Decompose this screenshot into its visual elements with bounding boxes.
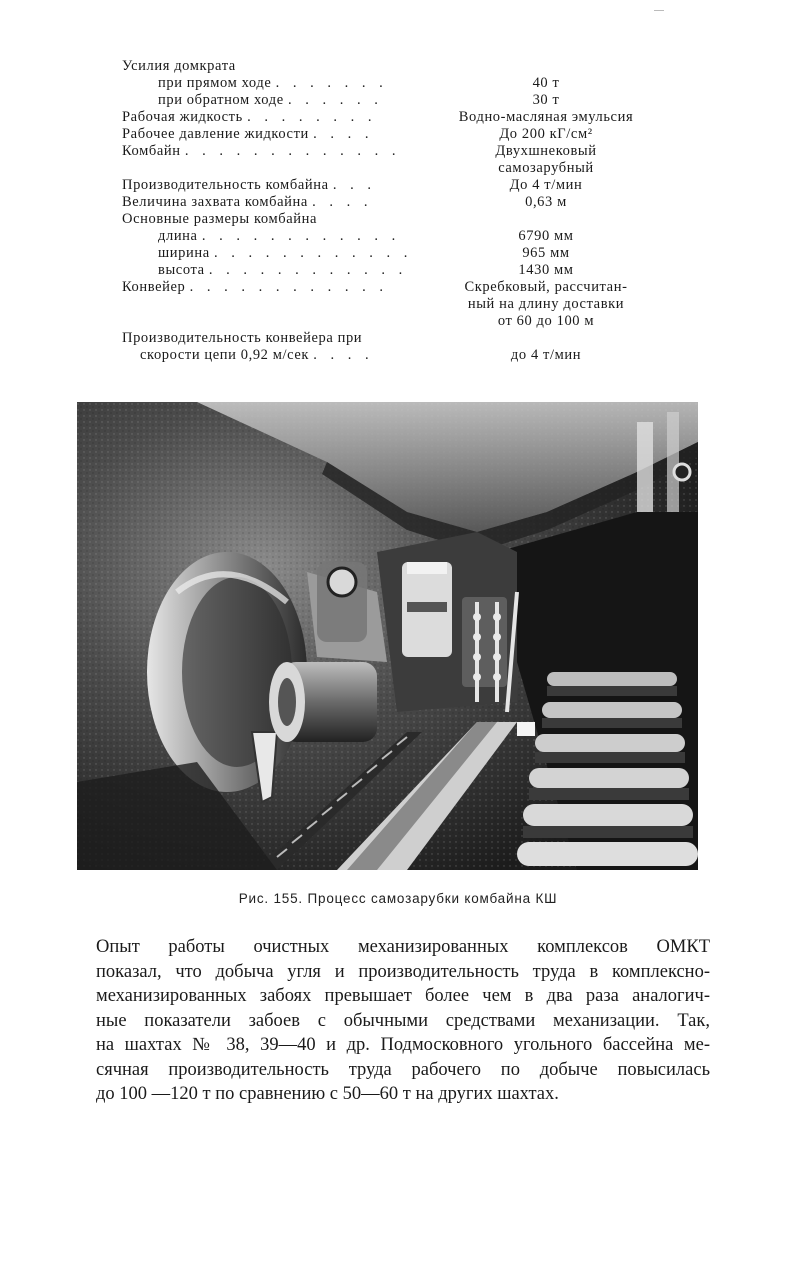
paragraph-line: ные показатели забоев с обычными средствами механизации. Так, bbox=[96, 1010, 710, 1031]
spec-value: 40 т bbox=[532, 75, 560, 91]
spec-row bbox=[122, 245, 662, 262]
spec-label: Производительность комбайна . . . bbox=[122, 177, 376, 193]
spec-value: от 60 до 100 м bbox=[497, 313, 595, 329]
spec-value: ный на длину доставки bbox=[467, 296, 625, 312]
spec-row bbox=[122, 330, 662, 347]
spec-row bbox=[122, 296, 662, 313]
spec-row bbox=[122, 194, 662, 211]
spec-value: Скребковый, рассчитан- bbox=[464, 279, 628, 295]
spec-value: 965 мм bbox=[522, 245, 570, 261]
spec-value: самозарубный bbox=[498, 160, 594, 176]
spec-label: высота . . . . . . . . . . . . bbox=[158, 262, 408, 278]
paragraph-line: механизированных забоях превышает более чем в два раза аналогич- bbox=[96, 986, 710, 1006]
figure-caption: Рис. 155. Процесс самозарубки комбайна КШ bbox=[238, 891, 558, 906]
spec-label: Рабочее давление жидкости . . . . bbox=[122, 126, 374, 142]
spec-row bbox=[122, 313, 662, 330]
spec-row bbox=[122, 347, 662, 364]
paragraph-line: Опыт работы очистных механизированных комплексов ОМКТ bbox=[96, 937, 710, 957]
spec-value: 30 т bbox=[532, 92, 560, 108]
paragraph-line: до 100 —120 т по сравнению с 50—60 т на других шахтах. bbox=[96, 1084, 559, 1104]
spec-value: 0,63 м bbox=[525, 194, 567, 210]
spec-value: до 4 т/мин bbox=[510, 347, 582, 363]
spec-row bbox=[122, 177, 662, 194]
spec-label: при прямом ходе . . . . . . . bbox=[158, 75, 388, 91]
spec-value: 1430 мм bbox=[518, 262, 574, 278]
spec-row bbox=[122, 58, 662, 75]
spec-label: ширина . . . . . . . . . . . . bbox=[158, 245, 413, 261]
specifications-table bbox=[122, 58, 662, 364]
spec-row bbox=[122, 262, 662, 279]
spec-row bbox=[122, 279, 662, 296]
spec-label: скорости цепи 0,92 м/сек . . . . bbox=[140, 347, 374, 363]
spec-row bbox=[122, 109, 662, 126]
spec-value: До 200 кГ/см² bbox=[499, 126, 593, 142]
spec-label: Основные размеры комбайна bbox=[122, 211, 317, 227]
spec-row bbox=[122, 228, 662, 245]
page-mark bbox=[654, 10, 664, 11]
spec-value: До 4 т/мин bbox=[509, 177, 583, 193]
spec-label: Усилия домкрата bbox=[122, 58, 236, 74]
spec-row bbox=[122, 92, 662, 109]
paragraph-line: сячная производительность труда рабочего по добыче повысилась bbox=[96, 1059, 710, 1080]
spec-row bbox=[122, 126, 662, 143]
spec-label: длина . . . . . . . . . . . . bbox=[158, 228, 401, 244]
spec-label: при обратном ходе . . . . . . bbox=[158, 92, 383, 108]
spec-value: Двухшнековый bbox=[495, 143, 597, 159]
spec-label: Величина захвата комбайна . . . . bbox=[122, 194, 373, 210]
spec-value: 6790 мм bbox=[518, 228, 574, 244]
body-paragraph bbox=[96, 935, 710, 1107]
spec-value: Водно-масляная эмульсия bbox=[458, 109, 634, 125]
spec-label: Рабочая жидкость . . . . . . . . bbox=[122, 109, 377, 125]
spec-label: Комбайн . . . . . . . . . . . . . bbox=[122, 143, 401, 159]
paragraph-line: показал, что добыча угля и производительность труда в комплексно- bbox=[96, 961, 710, 982]
spec-label: Производительность конвейера при bbox=[122, 330, 363, 346]
spec-row bbox=[122, 211, 662, 228]
spec-row bbox=[122, 75, 662, 92]
spec-row bbox=[122, 160, 662, 177]
shearer-photo bbox=[77, 402, 698, 870]
spec-row bbox=[122, 143, 662, 160]
spec-label: Конвейер . . . . . . . . . . . . bbox=[122, 279, 389, 295]
paragraph-line: на шахтах № 38, 39—40 и др. Подмосковного угольного бассейна ме- bbox=[96, 1035, 710, 1055]
